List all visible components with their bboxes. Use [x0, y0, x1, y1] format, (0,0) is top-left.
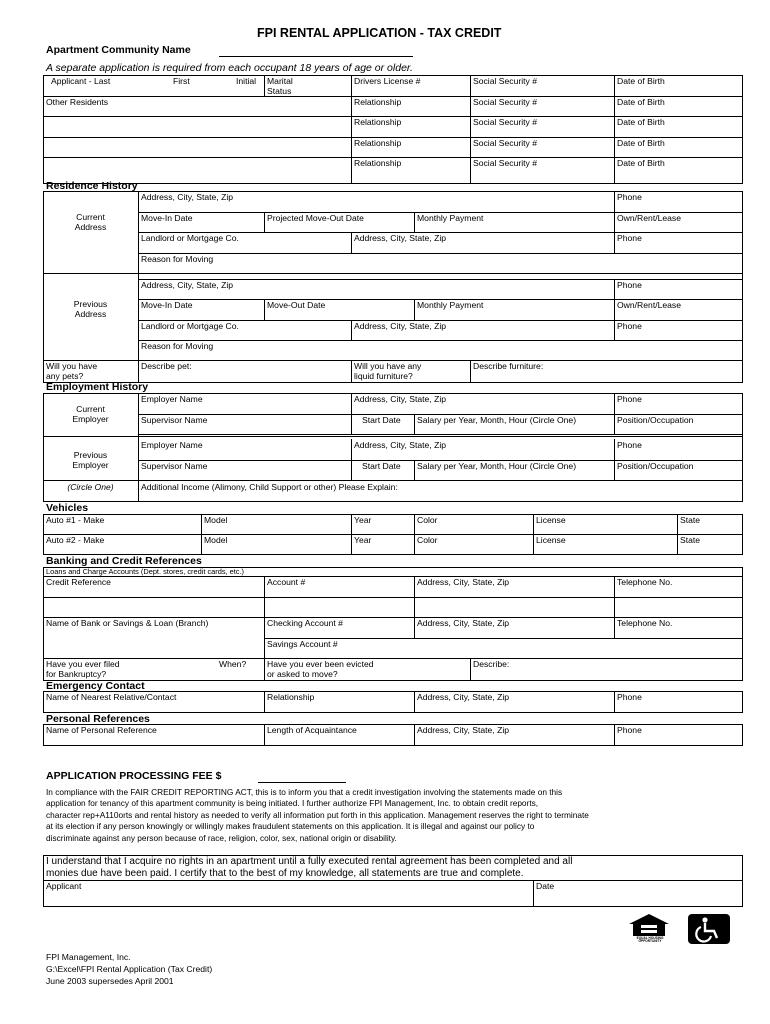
monthly-payment-label: Monthly Payment: [417, 300, 484, 310]
monthly-payment-label: Monthly Payment: [417, 213, 484, 223]
date-label: Date: [536, 881, 555, 891]
address-label: Address, City, State, Zip: [417, 577, 510, 587]
move-in-label: Move-In Date: [141, 213, 193, 223]
pets-label: Will you have: [46, 361, 98, 371]
year-label: Year: [354, 515, 372, 525]
phone-label: Phone: [617, 394, 642, 404]
move-in-label: Move-In Date: [141, 300, 193, 310]
dob-label: Date of Birth: [617, 138, 665, 148]
savings-label: Savings Account #: [267, 639, 338, 649]
equal-housing-text: EQUAL HOUSING OPPORTUNITY: [636, 936, 664, 944]
ssn-label: Social Security #: [473, 76, 538, 86]
landlord-label: Landlord or Mortgage Co.: [141, 321, 239, 331]
marital-label: Marital: [267, 76, 293, 86]
agreement-line-1: I understand that I acquire no rights in an apartment until a fully executed rental agreement has been completed and all: [46, 856, 573, 867]
address-label: Address, City, State, Zip: [354, 440, 447, 450]
current-employer-label-2: Employer: [72, 414, 109, 424]
relationship-label: Relationship: [354, 117, 402, 127]
applicant-initial-label: Initial: [236, 76, 257, 86]
employer-name-label: Employer Name: [141, 394, 203, 404]
credit-notice-line-1: In compliance with the FAIR CREDIT REPORTING ACT, this is to inform you that a credit investigation involving the statements made on this: [46, 787, 563, 797]
credit-notice-line-2: application for tenancy of this apartment community is being initiated. I further authorize FPI Management, Inc. to obtain credit reports,: [46, 798, 539, 808]
current-address-label: Current: [76, 212, 105, 222]
processing-fee-line[interactable]: [258, 782, 346, 783]
phone-label: Phone: [617, 725, 642, 735]
start-date-label: Start Date: [362, 415, 401, 425]
occupant-notice: A separate application is required from each occupant 18 years of age or older.: [46, 62, 413, 74]
phone-label: Phone: [617, 280, 642, 290]
address-label: Address, City, State, Zip: [417, 618, 510, 628]
previous-employer-label: Previous: [73, 450, 108, 460]
address-label: Address, City, State, Zip: [354, 321, 447, 331]
dob-label: Date of Birth: [617, 158, 665, 168]
auto-2-make-label: Auto #2 - Make: [46, 535, 105, 545]
furniture-label-2: liquid furniture?: [354, 371, 413, 381]
acquaintance-label: Length of Acquaintance: [267, 725, 357, 735]
auto-1-make-label: Auto #1 - Make: [46, 515, 105, 525]
move-out-label: Move-Out Date: [267, 300, 326, 310]
color-label: Color: [417, 535, 438, 545]
marital-status-label: Status: [267, 86, 292, 96]
footer-version: June 2003 supersedes April 2001: [46, 976, 174, 986]
banking-heading: Banking and Credit References: [46, 555, 202, 567]
phone-label: Phone: [617, 192, 642, 202]
describe-pet-label: Describe pet:: [141, 361, 192, 371]
address-label: Address, City, State, Zip: [417, 692, 510, 702]
account-label: Account #: [267, 577, 306, 587]
own-rent-lease-label: Own/Rent/Lease: [617, 213, 682, 223]
other-residents-label: Other Residents: [46, 97, 109, 107]
phone-label: Phone: [617, 233, 642, 243]
model-label: Model: [204, 515, 228, 525]
reason-moving-label: Reason for Moving: [141, 254, 214, 264]
nearest-relative-label: Name of Nearest Relative/Contact: [46, 692, 177, 702]
credit-notice-line-5: discriminate against any person because of race, religion, color, sex, national origin or disability.: [46, 833, 397, 843]
license-label: License: [536, 515, 566, 525]
bank-name-label: Name of Bank or Savings & Loan (Branch): [46, 618, 209, 628]
describe-furniture-label: Describe furniture:: [473, 361, 544, 371]
applicant-first-label: First: [173, 76, 190, 86]
pets-label-2: any pets?: [46, 371, 84, 381]
ssn-label: Social Security #: [473, 117, 538, 127]
dob-label: Date of Birth: [617, 76, 665, 86]
evicted-label-2: or asked to move?: [267, 669, 338, 679]
circle-one-label: (Circle One): [67, 482, 114, 492]
evicted-label: Have you ever been evicted: [267, 659, 374, 669]
relationship-label: Relationship: [267, 692, 315, 702]
salary-label: Salary per Year, Month, Hour (Circle One): [417, 415, 577, 425]
applicant-signature-field[interactable]: [44, 893, 532, 906]
applicant-last-label: Applicant - Last: [51, 76, 111, 86]
relationship-label: Relationship: [354, 138, 402, 148]
salary-label: Salary per Year, Month, Hour (Circle One): [417, 461, 577, 471]
wheelchair-accessibility-icon: [688, 914, 730, 944]
address-label: Address, City, State, Zip: [354, 394, 447, 404]
model-label: Model: [204, 535, 228, 545]
dob-label: Date of Birth: [617, 97, 665, 107]
color-label: Color: [417, 515, 438, 525]
agreement-line-2: monies due have been paid. I certify that to the best of my knowledge, all statements are true and complete.: [46, 868, 524, 879]
personal-reference-label: Name of Personal Reference: [46, 725, 157, 735]
ssn-label: Social Security #: [473, 97, 538, 107]
furniture-label: Will you have any: [354, 361, 422, 371]
landlord-label: Landlord or Mortgage Co.: [141, 233, 239, 243]
footer-company: FPI Management, Inc.: [46, 952, 131, 962]
address-label: Address, City, State, Zip: [141, 192, 234, 202]
current-address-label-2: Address: [74, 222, 107, 232]
dob-label: Date of Birth: [617, 117, 665, 127]
reason-moving-label: Reason for Moving: [141, 341, 214, 351]
applicant-signature-label: Applicant: [46, 881, 82, 891]
when-label: When?: [219, 659, 247, 669]
describe-label: Describe:: [473, 659, 510, 669]
bankruptcy-label-2: for Bankruptcy?: [46, 669, 107, 679]
license-label: License: [536, 535, 566, 545]
ssn-label: Social Security #: [473, 138, 538, 148]
drivers-license-label: Drivers License #: [354, 76, 421, 86]
previous-address-label: Previous: [73, 299, 108, 309]
phone-label: Phone: [617, 692, 642, 702]
community-name-line[interactable]: [219, 56, 413, 57]
residence-history-heading: Residence History: [46, 180, 138, 192]
relationship-label: Relationship: [354, 97, 402, 107]
address-label: Address, City, State, Zip: [417, 725, 510, 735]
state-label: State: [680, 515, 701, 525]
credit-notice-line-4: at its election if any person knowingly or willingly makes fraudulent statements on this application. It is illegal and against our policy to: [46, 821, 535, 831]
start-date-label: Start Date: [362, 461, 401, 471]
page-title: FPI RENTAL APPLICATION - TAX CREDIT: [257, 26, 502, 40]
supervisor-label: Supervisor Name: [141, 415, 208, 425]
state-label: State: [680, 535, 701, 545]
previous-address-label-2: Address: [74, 309, 107, 319]
address-label: Address, City, State, Zip: [354, 233, 447, 243]
credit-reference-label: Credit Reference: [46, 577, 111, 587]
credit-notice-line-3: character rep+A110orts and rental history as needed to verify all information put forth in this application. Management reserves the right to terminate: [46, 810, 589, 820]
address-label: Address, City, State, Zip: [141, 280, 234, 290]
date-field[interactable]: [534, 893, 742, 906]
loans-label: Loans and Charge Accounts (Dept. stores, credit cards, etc.): [46, 567, 245, 576]
community-name-label: Apartment Community Name: [46, 44, 191, 56]
relationship-label: Relationship: [354, 158, 402, 168]
year-label: Year: [354, 535, 372, 545]
ssn-label: Social Security #: [473, 158, 538, 168]
telephone-label: Telephone No.: [617, 577, 673, 587]
phone-label: Phone: [617, 440, 642, 450]
telephone-label: Telephone No.: [617, 618, 673, 628]
processing-fee-label: APPLICATION PROCESSING FEE $: [46, 770, 222, 782]
current-employer-label: Current: [76, 404, 105, 414]
emergency-contact-heading: Emergency Contact: [46, 680, 145, 692]
bankruptcy-label: Have you ever filed: [46, 659, 120, 669]
vehicles-heading: Vehicles: [46, 502, 89, 514]
additional-income-label: Additional Income (Alimony, Child Support or other) Please Explain:: [141, 482, 398, 492]
previous-employer-label-2: Employer: [72, 460, 109, 470]
footer-file-path: G:\Excel\FPI Rental Application (Tax Credit): [46, 964, 213, 974]
employment-history-heading: Employment History: [46, 381, 149, 393]
employer-name-label: Employer Name: [141, 440, 203, 450]
phone-label: Phone: [617, 321, 642, 331]
checking-label: Checking Account #: [267, 618, 343, 628]
personal-references-heading: Personal References: [46, 713, 150, 725]
position-label: Position/Occupation: [617, 415, 694, 425]
position-label: Position/Occupation: [617, 461, 694, 471]
projected-move-out-label: Projected Move-Out Date: [267, 213, 364, 223]
supervisor-label: Supervisor Name: [141, 461, 208, 471]
own-rent-lease-label: Own/Rent/Lease: [617, 300, 682, 310]
